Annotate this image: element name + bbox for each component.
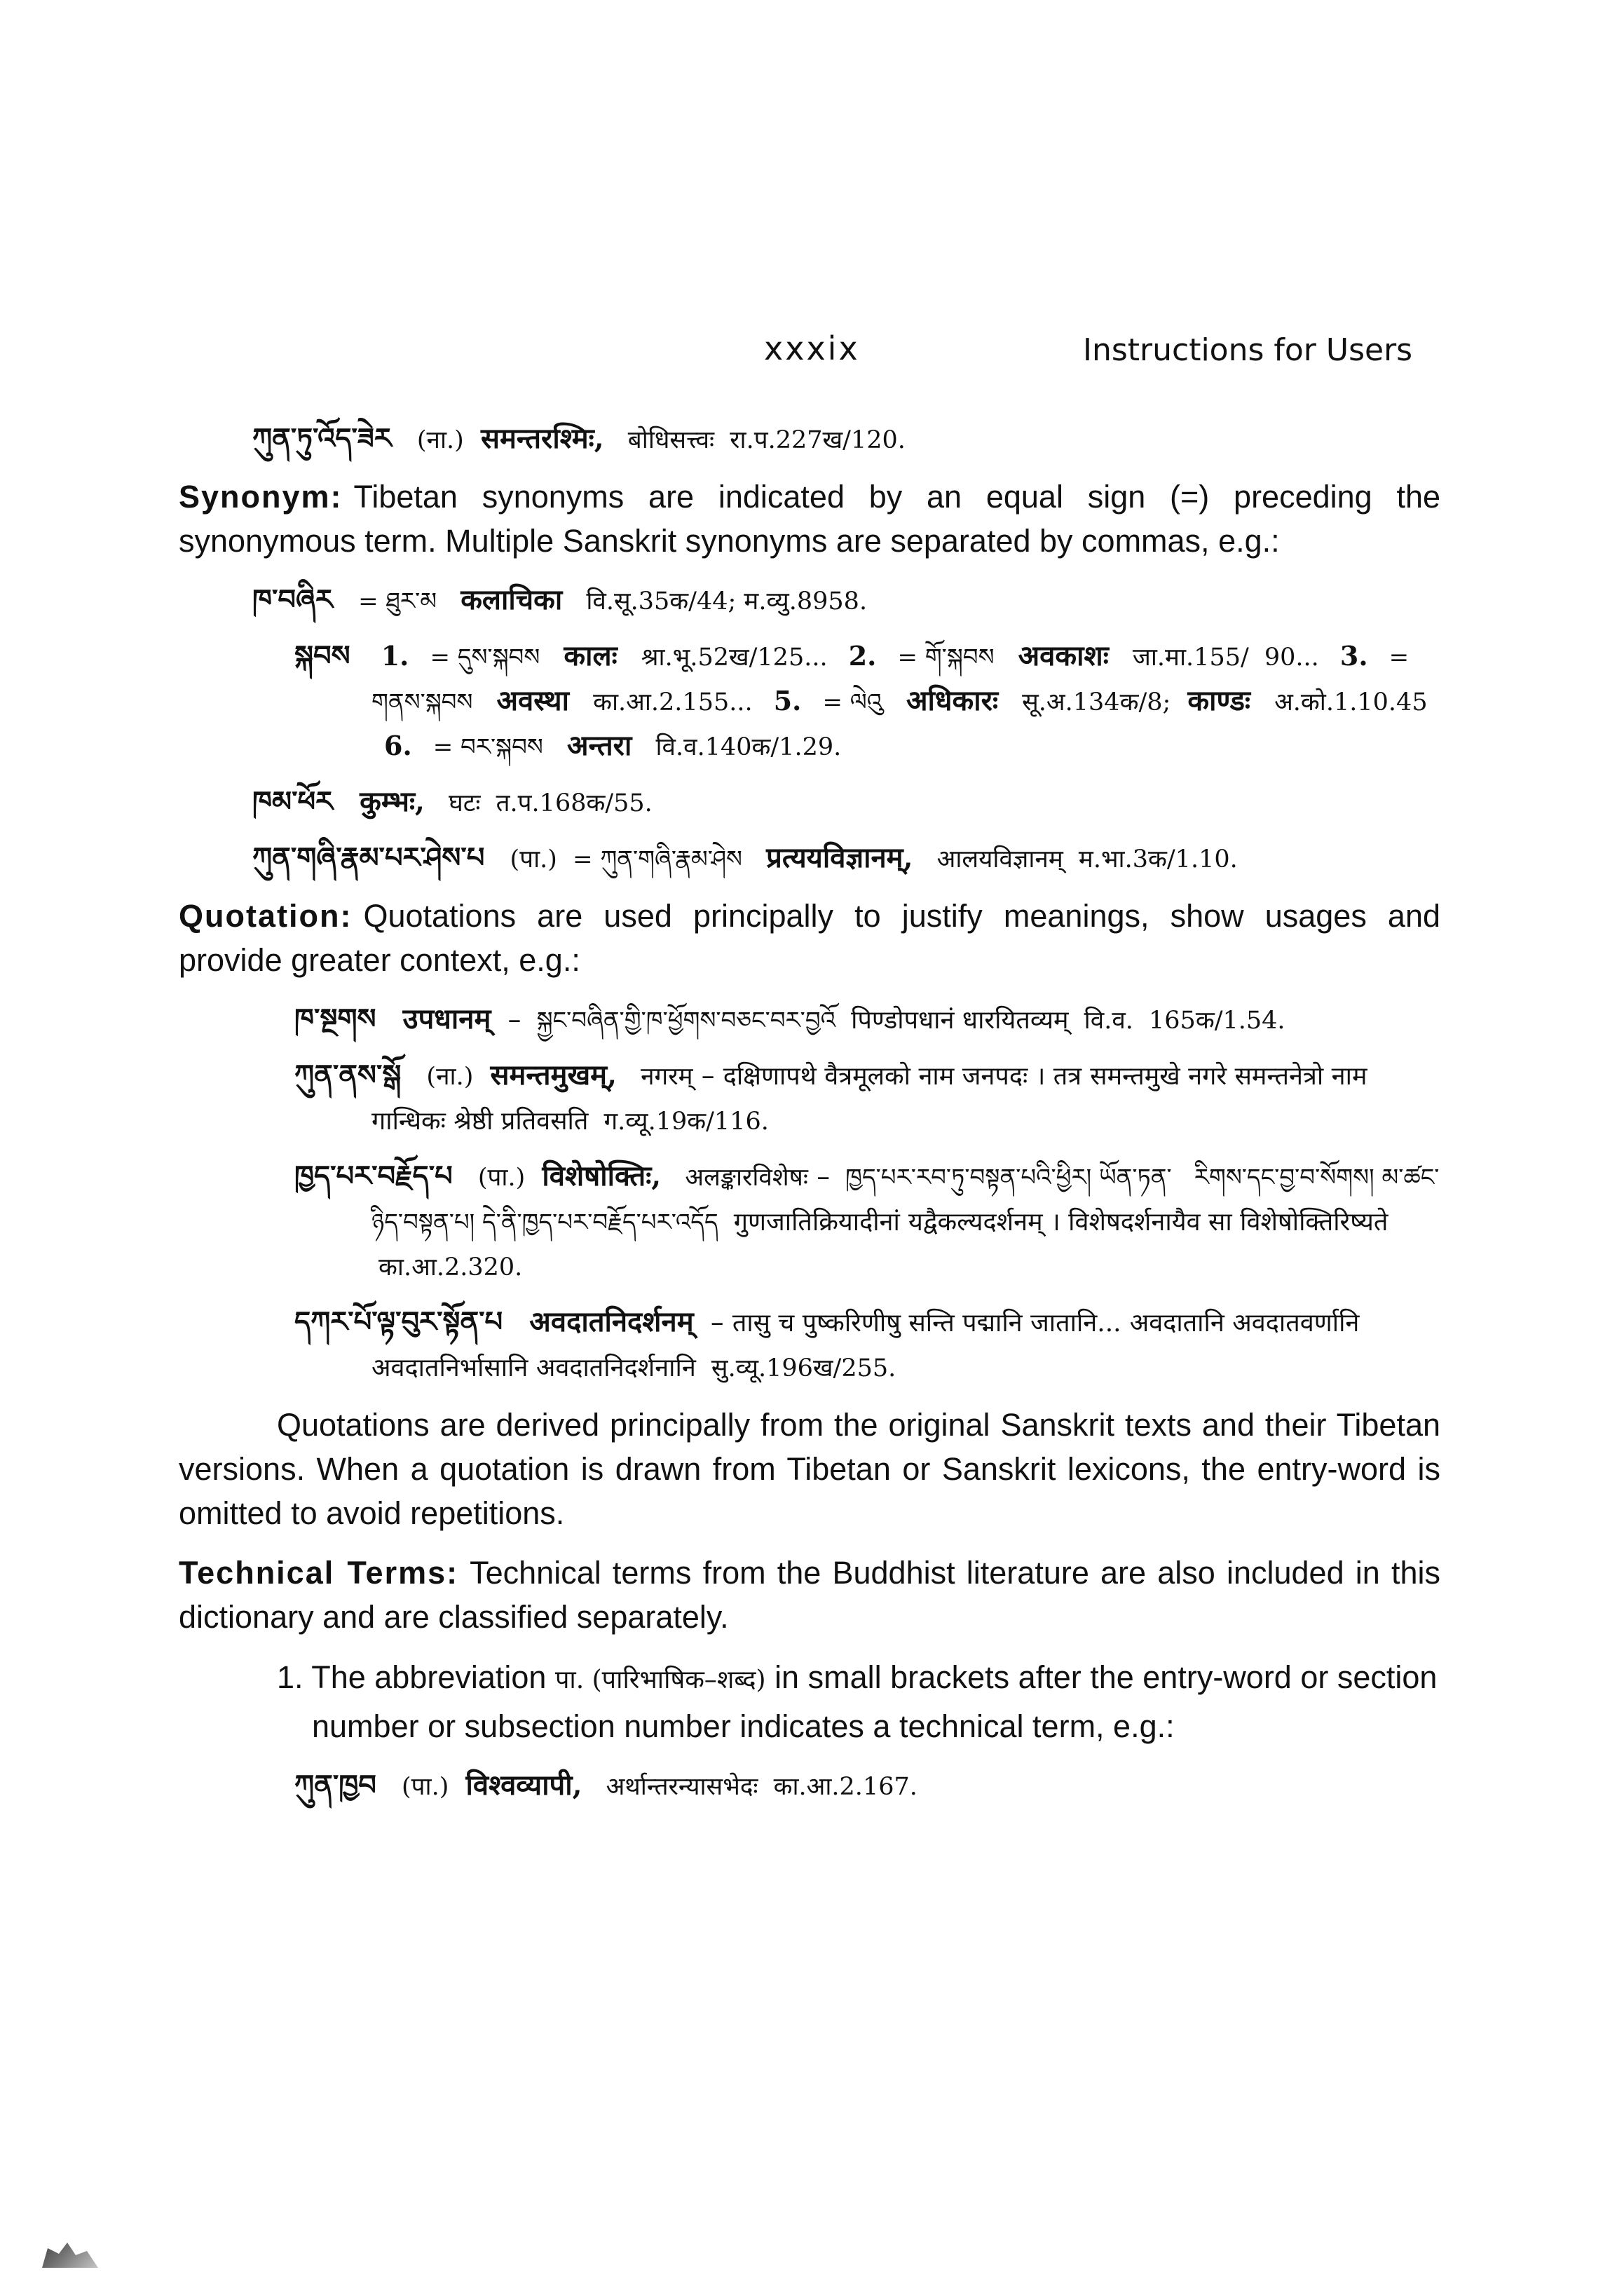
tibetan-quote: རིགས་དང་བྱ་བ་སོགས། མ་ཚང་ཉིད་བསྟན་པ། དེ་ནི་ཁྱད་པར་བརྗོད་པར་འདོད — [371, 1164, 1440, 1237]
sanskrit-term: अन्तरा — [566, 729, 632, 762]
sanskrit-term: कुम्भः, — [360, 785, 425, 818]
sense-number: 3. — [1339, 640, 1368, 672]
entry-tag: (पा.) — [510, 845, 557, 873]
quotation-text: Quotations are used principally to justify meanings, show usages and provide greater context, e.g.: — [179, 898, 1440, 978]
list-text-post: in small brackets after the entry-word or section number or subsection number indicates a technical term, e.g.: — [312, 1659, 1438, 1744]
reference: का.आ.2.155... — [593, 688, 753, 716]
entry-tag: (ना.) — [426, 1063, 474, 1091]
gloss: अलङ्कारविशेषः — [685, 1164, 808, 1192]
gloss: बोधिसत्त्वः — [627, 426, 715, 454]
tibetan-headword: ཀུན་ཏུ་འོད་ཟེར — [252, 422, 392, 455]
reference: सू.अ.134क/8; — [1022, 688, 1171, 716]
technical-terms-paragraph — [179, 1551, 1440, 1639]
sanskrit-term: प्रत्ययविज्ञानम्, — [766, 841, 913, 874]
reference: 90... — [1264, 644, 1319, 672]
reference: ग.व्यू.19क/116. — [603, 1108, 769, 1136]
synonym-example-4 — [179, 836, 1440, 881]
sanskrit-term: समन्तरश्मिः, — [480, 422, 604, 455]
synonym-text: Tibetan synonyms are indicated by an equal sign (=) preceding the synonymous term. Multiple Sanskrit synonyms are separated by commas, e.g.: — [179, 479, 1440, 559]
reference: 165क/1.54. — [1149, 1007, 1285, 1035]
tibetan-synonym: = ལེའུ — [822, 688, 882, 716]
list-number: 1. — [277, 1659, 303, 1695]
quotation-label: Quotation: — [179, 898, 353, 934]
sanskrit-term: कालः — [564, 639, 617, 672]
reference: त.प.168क/55. — [496, 789, 653, 817]
sanskrit-term: समन्तमुखम्, — [490, 1059, 617, 1091]
sanskrit-term: कलाचिका — [460, 583, 563, 616]
sanskrit-term: अधिकारः — [906, 684, 999, 717]
dash: – — [507, 1004, 521, 1035]
sanskrit-term: अवदातनिदर्शनम् — [529, 1305, 694, 1338]
sanskrit-term: अवस्था — [496, 684, 569, 717]
reference: वि.व.140क/1.29. — [655, 733, 842, 761]
tibetan-synonym: = བར་སྐབས — [432, 733, 543, 761]
sanskrit-term: विश्वव्यापी, — [465, 1769, 582, 1802]
entry-tag: (पा.) — [401, 1773, 449, 1801]
dash: – — [701, 1060, 715, 1091]
synonym-example-3 — [179, 780, 1440, 825]
sense-number: 2. — [848, 640, 877, 672]
entry-tag: (पा.) — [477, 1164, 526, 1192]
sanskrit-synonym: आलयविज्ञानम् — [936, 845, 1063, 873]
reference: जा.मा.155/ — [1132, 644, 1249, 672]
tibetan-quote: ཁྱད་པར་རབ་ཏུ་བསྟན་པའི་ཕྱིར། ཡོན་ཏན་ — [845, 1164, 1172, 1192]
sanskrit-term: उपधानम् — [402, 1002, 491, 1035]
tibetan-headword: སྐབས — [294, 639, 350, 672]
tibetan-headword: ཀུན་གཞི་རྣམ་པར་ཤེས་པ — [252, 841, 485, 874]
tibetan-headword: ཁ་བཞིར — [252, 583, 333, 616]
sanskrit-term: अवकाशः — [1018, 639, 1109, 672]
gloss: नगरम् — [641, 1063, 693, 1091]
reference: का.आ.2.320. — [378, 1253, 523, 1281]
quotation-paragraph — [179, 894, 1440, 982]
reference: श्रा.भू.52ख/125... — [641, 644, 828, 672]
entry-tag: (ना.) — [416, 426, 464, 454]
quotation-example-3 — [256, 1155, 1440, 1289]
tibetan-headword: ཁྱད་པར་བརྗོད་པ — [294, 1159, 453, 1192]
reference: अ.को.1.10.45 — [1274, 688, 1428, 716]
tibetan-headword: ཀུན་ཁྱབ — [294, 1769, 376, 1802]
tibetan-headword: དཀར་པོ་ལྟ་བུར་སྟོན་པ — [294, 1305, 503, 1338]
sanskrit-quote: समन्तमुखे नगरे समन्तनेत्रो नाम गान्धिकः श्रेष्ठी प्रतिवसति — [371, 1062, 1367, 1136]
quotation-example-2 — [256, 1054, 1440, 1143]
sanskrit-quote: पिण्डोपधानं धारयितव्यम् — [851, 1006, 1069, 1035]
sanskrit-quote: तासु च पुष्करिणीषु सन्ति पद्मानि जातानि... — [732, 1309, 1121, 1338]
reference: रा.प.227ख/120. — [730, 426, 906, 454]
tibetan-synonym: = གོ་སྐབས — [897, 644, 995, 672]
sanskrit-quote: यद्वैकल्यदर्शनम् । विशेषदर्शनायैव सा विशेषोक्तिरिष्यते — [908, 1208, 1388, 1237]
reference: वि.सू.35क/44; म.व्यु.8958. — [586, 587, 868, 615]
dash: – — [710, 1307, 724, 1338]
sanskrit-quote: गुणजातिक्रियादीनां — [733, 1208, 900, 1237]
synonym-paragraph — [179, 475, 1440, 563]
gloss: अर्थान्तरन्यासभेदः — [606, 1773, 758, 1801]
tibetan-headword: ཁམ་ཕོར — [252, 785, 334, 818]
page-body — [179, 417, 1440, 1820]
tibetan-synonym: = ཀུན་གཞི་རྣམ་ཤེས — [573, 845, 743, 873]
synonym-label: Synonym: — [179, 479, 343, 515]
synonym-example-2 — [256, 634, 1440, 769]
sanskrit-quote: दक्षिणापथे वैत्रमूलको नाम जनपदः । तत्र — [723, 1062, 1082, 1091]
list-text-pre: The abbreviation — [311, 1659, 547, 1695]
technical-terms-text: Technical terms from the Buddhist literature are also included in this dictionary and are classified separately. — [179, 1555, 1440, 1635]
list-item — [214, 1654, 1440, 1750]
sense-number: 5. — [773, 685, 802, 716]
tibetan-synonym: = གནས་སྐབས — [371, 644, 1410, 716]
sense-number: 6. — [384, 730, 412, 761]
quotation-example-4 — [256, 1300, 1440, 1390]
running-title: Instructions for Users — [1083, 332, 1413, 368]
sanskrit-term: काण्डः — [1187, 684, 1250, 717]
quotation-source-paragraph: Quotations are derived principally from the original Sanskrit texts and their Tibetan versions. When a quotation is drawn from Tibetan or Sanskrit lexicons, the entry-word is omitted to avoid repetitions. — [179, 1407, 1440, 1531]
quotation-example-1 — [256, 998, 1440, 1042]
tibetan-headword: ཁ་སྔགས — [294, 1002, 376, 1035]
dictionary-entry — [179, 417, 1440, 462]
page-header — [0, 329, 1624, 372]
sense-number: 1. — [381, 640, 409, 672]
abbreviation: पा. (पारिभाषिक–शब्द) — [554, 1666, 766, 1694]
sanskrit-quote: अवदातानि अवदातवर्णानि अवदातनिर्भासानि अवदातनिदर्शनानि — [371, 1309, 1360, 1382]
reference: सु.व्यू.196ख/255. — [711, 1354, 896, 1382]
reference: म.भा.3क/1.10. — [1078, 845, 1238, 873]
tibetan-synonym: = དུས་སྐབས — [430, 644, 540, 672]
technical-terms-label: Technical Terms: — [179, 1555, 459, 1591]
reference: वि.व. — [1084, 1007, 1133, 1035]
sanskrit-synonym: घटः — [449, 789, 481, 817]
page-number: xxxix — [764, 329, 860, 367]
reference: का.आ.2.167. — [773, 1773, 917, 1801]
tibetan-synonym: = ཐུར་མ — [358, 587, 437, 615]
sanskrit-term: विशेषोक्तिः, — [542, 1159, 662, 1192]
tibetan-quote: སྐྱང་བཞིན་གྱི་ཁ་ཕྱོགས་བཅང་བར་བྱའོ — [536, 1007, 836, 1035]
scan-artifact — [42, 2240, 98, 2268]
dash: – — [817, 1161, 831, 1192]
tibetan-headword: ཀུན་ནས་སྒོ — [294, 1059, 402, 1091]
synonym-example-1 — [179, 578, 1440, 623]
technical-term-example — [179, 1764, 1440, 1809]
